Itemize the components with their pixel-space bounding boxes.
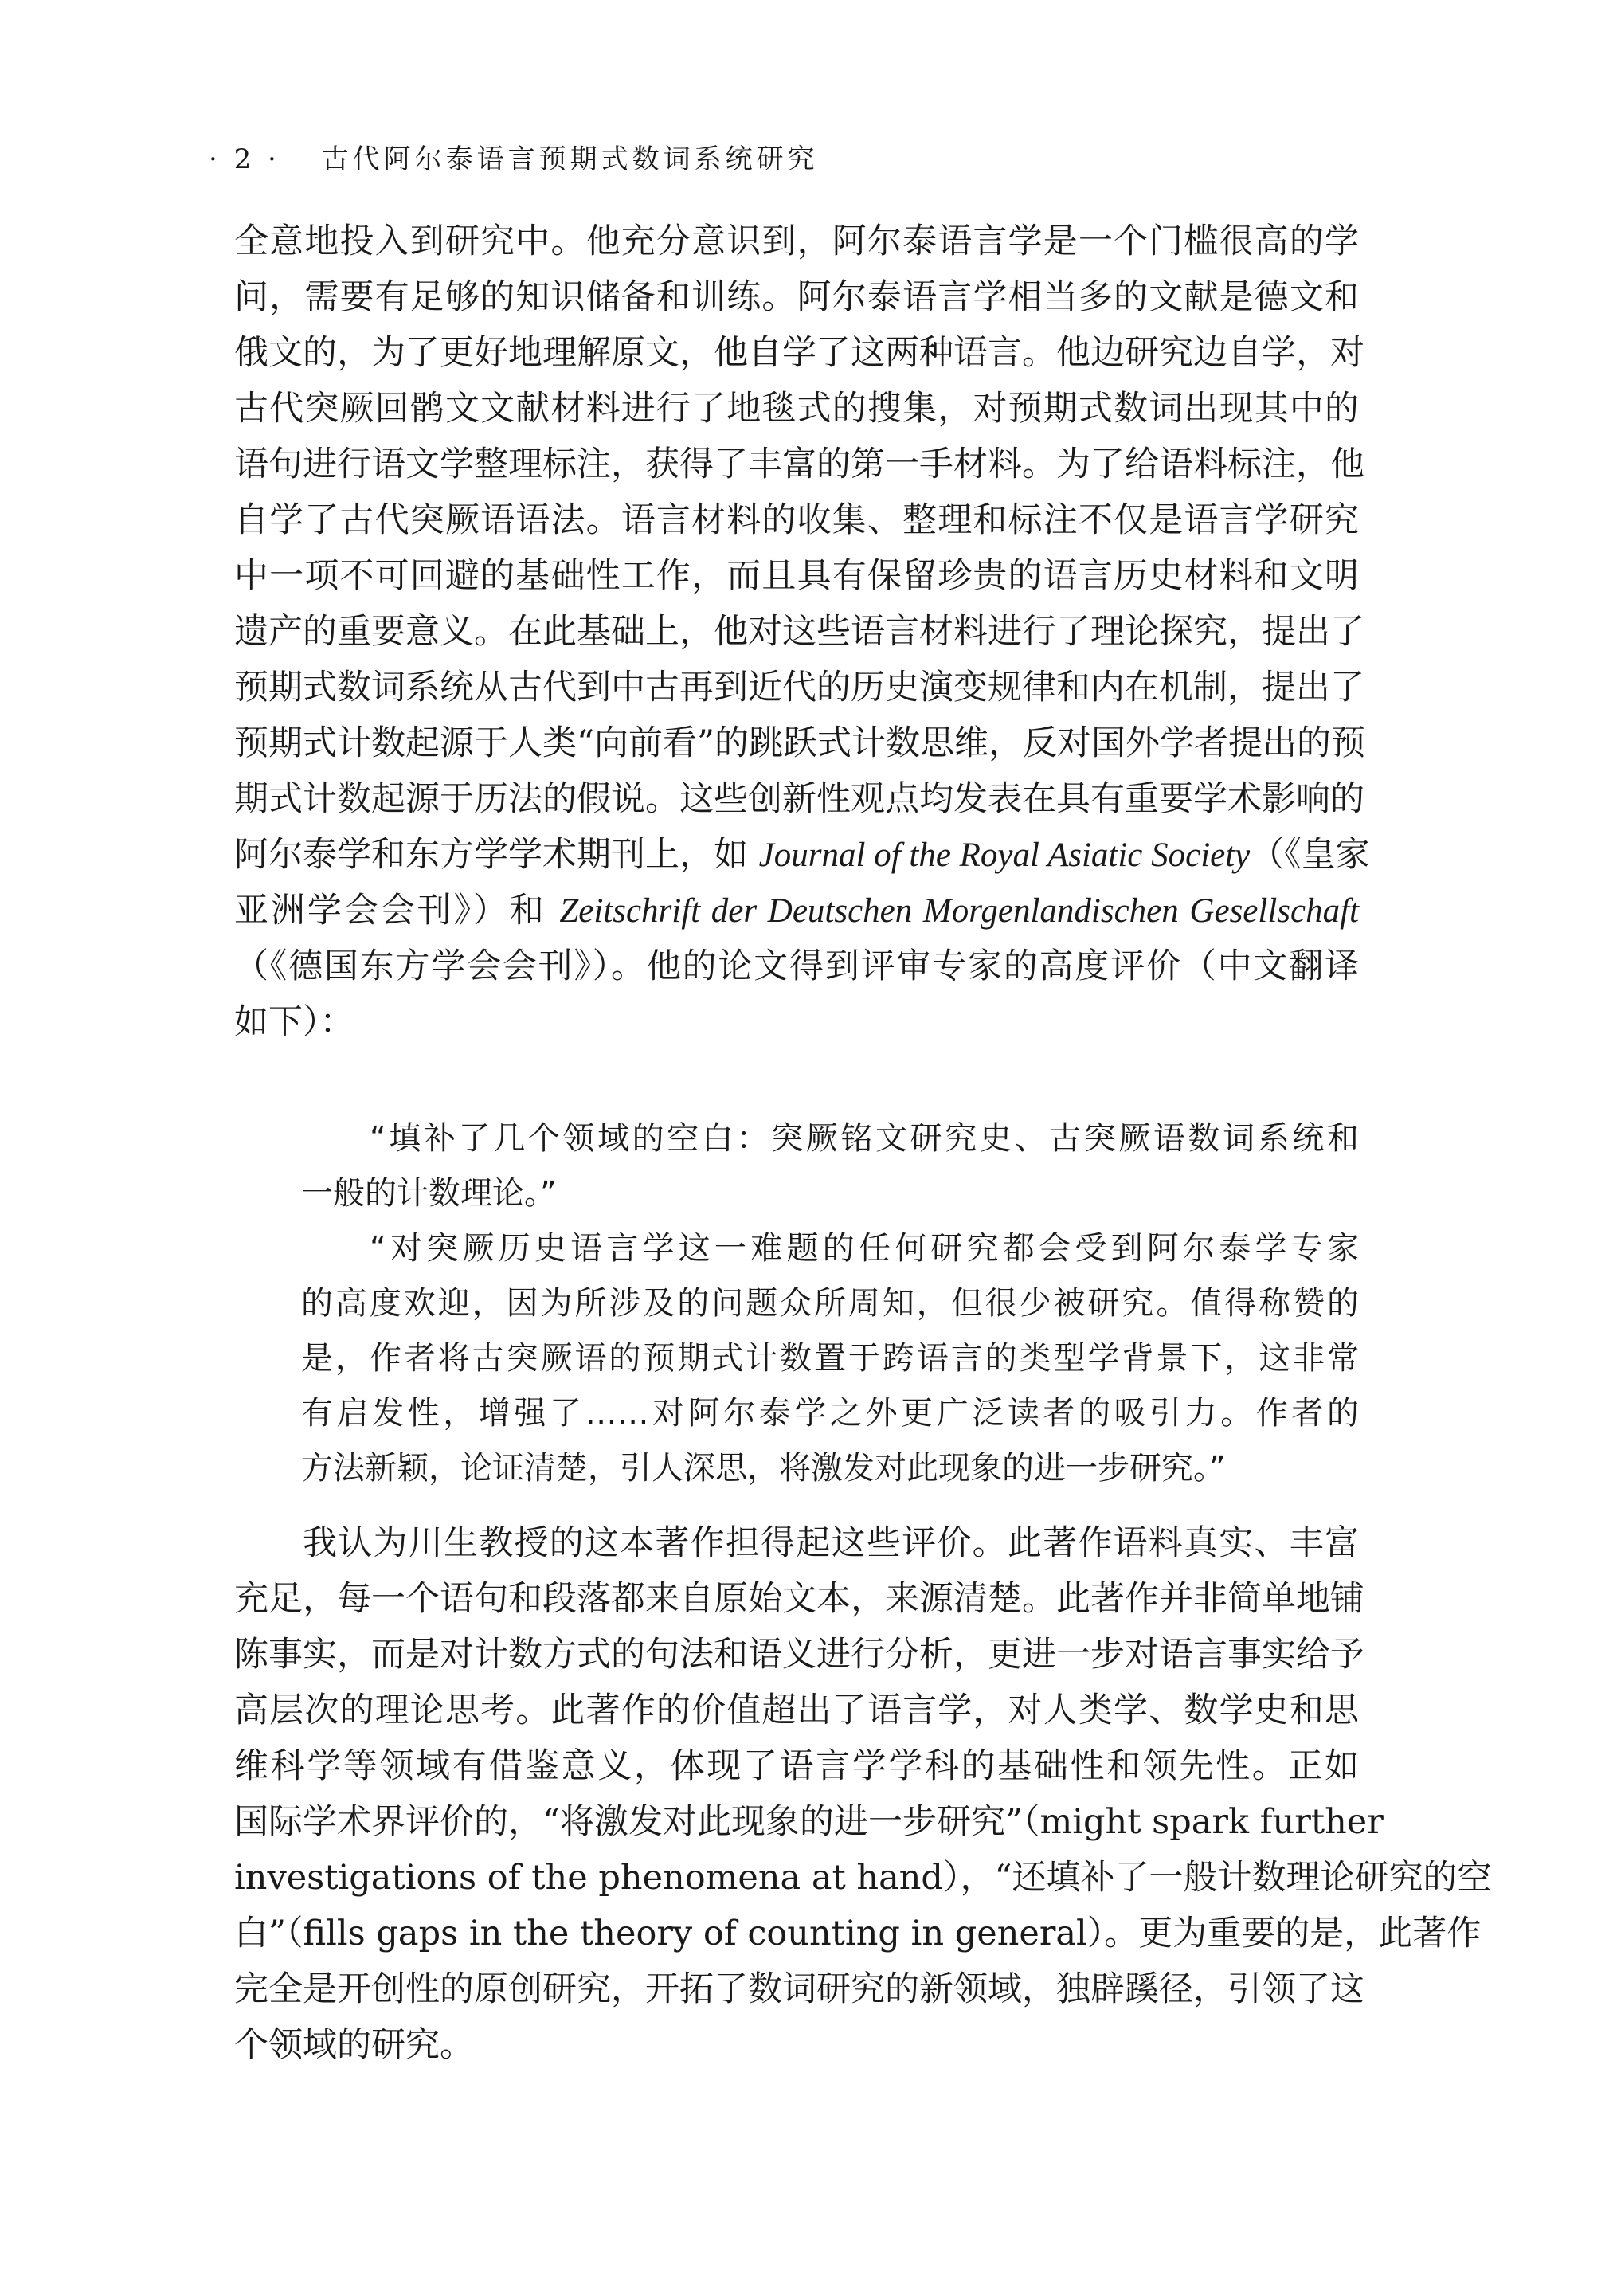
text-line: 陈事实，而是对计数方式的句法和语义进行分析，更进一步对语言事实给予 [234,1635,1364,1675]
text-line: （《德国东方学会会刊》）。他的论文得到评审专家的高度评价（中文翻译 [234,946,1359,986]
text-line: 我认为川生教授的这本著作担得起这些评价。此著作语料真实、丰富 [303,1523,1359,1563]
page-number: · 2 · [209,143,280,175]
text-line: 俄文的，为了更好地理解原文，他自学了这两种语言。他边研究边自学，对 [234,333,1364,373]
text-line-journal-2 [234,883,1359,938]
quote-line: 有启发性，增强了……对阿尔泰学之外更广泛读者的吸引力。作者的 [301,1395,1359,1432]
text-line: 中一项不可回避的基础性工作，而且具有保留珍贵的语言历史材料和文明 [234,556,1359,596]
book-title: 古代阿尔泰语言预期式数词系统研究 [321,143,819,175]
text-line: 语句进行语文学整理标注，获得了丰富的第一手材料。为了给语料标注，他 [234,445,1364,484]
journal-line-post: （《皇家 [1250,835,1370,875]
text-line: 预期式数词系统从古代到中古再到近代的历史演变规律和内在机制，提出了 [234,668,1364,707]
text-line: 完全是开创性的原创研究，开拓了数词研究的新领域，独辟蹊径，引领了这 [234,1969,1364,2009]
text-line: 期式计数起源于历法的假说。这些创新性观点均发表在具有重要学术影响的 [234,779,1364,819]
quote-line: 是，作者将古突厥语的预期式计数置于跨语言的类型学背景下，这非常 [301,1340,1359,1377]
text-line: 充足，每一个语句和段落都来自原始文本，来源清楚。此著作并非简单地铺 [234,1579,1364,1619]
text-line: 个领域的研究。 [234,2025,474,2065]
quote-line: 一般的计数理论。” [301,1175,557,1212]
text-line: 高层次的理论思考。此著作的价值超出了语言学，对人类学、数学史和思 [234,1691,1359,1730]
quote-line: “填补了几个领域的空白：突厥铭文研究史、古突厥语数词系统和 [370,1120,1359,1157]
paragraph-1 [234,214,1370,1050]
text-line: 古代突厥回鹘文文献材料进行了地毯式的搜集，对预期式数词出现其中的 [234,389,1359,429]
journal-title-jras: Journal of the Royal Asiatic Society [758,837,1251,874]
paragraph-2 [234,1515,1492,2073]
quote-line: “对突厥历史语言学这一难题的任何研究都会受到阿尔泰学专家 [370,1230,1359,1267]
text-line: 全意地投入到研究中。他充分意识到，阿尔泰语言学是一个门槛很高的学 [234,221,1359,261]
text-line: 自学了古代突厥语语法。语言材料的收集、整理和标注不仅是语言学研究 [234,500,1359,540]
review-quote-2 [301,1221,1359,1496]
text-line: 预期式计数起源于人类“向前看”的跳跃式计数思维，反对国外学者提出的预 [234,723,1365,763]
journal-line-pre: 阿尔泰学和东方学学术期刊上，如 [234,835,759,875]
text-line: 维科学等领域有借鉴意义，体现了语言学学科的基础性和领先性。正如 [234,1746,1359,1786]
journal-line2-pre: 亚洲学会会刊》）和 [234,891,560,931]
text-line: investigations of the phenomena at hand），“还填补了一般计数理论研究的空 [234,1858,1492,1898]
text-line: 白”（fills gaps in the theory of counting in general）。更为重要的是，此著作 [234,1914,1482,1953]
text-line-journal [234,827,1370,883]
quote-line: 方法新颖，论证清楚，引人深思，将激发对此现象的进一步研究。” [301,1450,1226,1487]
text-line: 遗产的重要意义。在此基础上，他对这些语言材料进行了理论探究，提出了 [234,612,1364,652]
text-line: 如下）： [234,1002,354,1042]
quote-line: 的高度欢迎，因为所涉及的问题众所周知，但很少被研究。值得称赞的 [301,1285,1359,1322]
text-line: 国际学术界评价的，“将激发对此现象的进一步研究”（might spark further [234,1802,1384,1842]
running-header [209,137,819,176]
text-line: 问，需要有足够的知识储备和训练。阿尔泰语言学相当多的文献是德文和 [234,277,1359,317]
journal-title-zdmg: Zeitschrift der Deutschen Morgenlandischen Gesellschaft [559,892,1359,930]
review-quote-1 [301,1111,1359,1221]
